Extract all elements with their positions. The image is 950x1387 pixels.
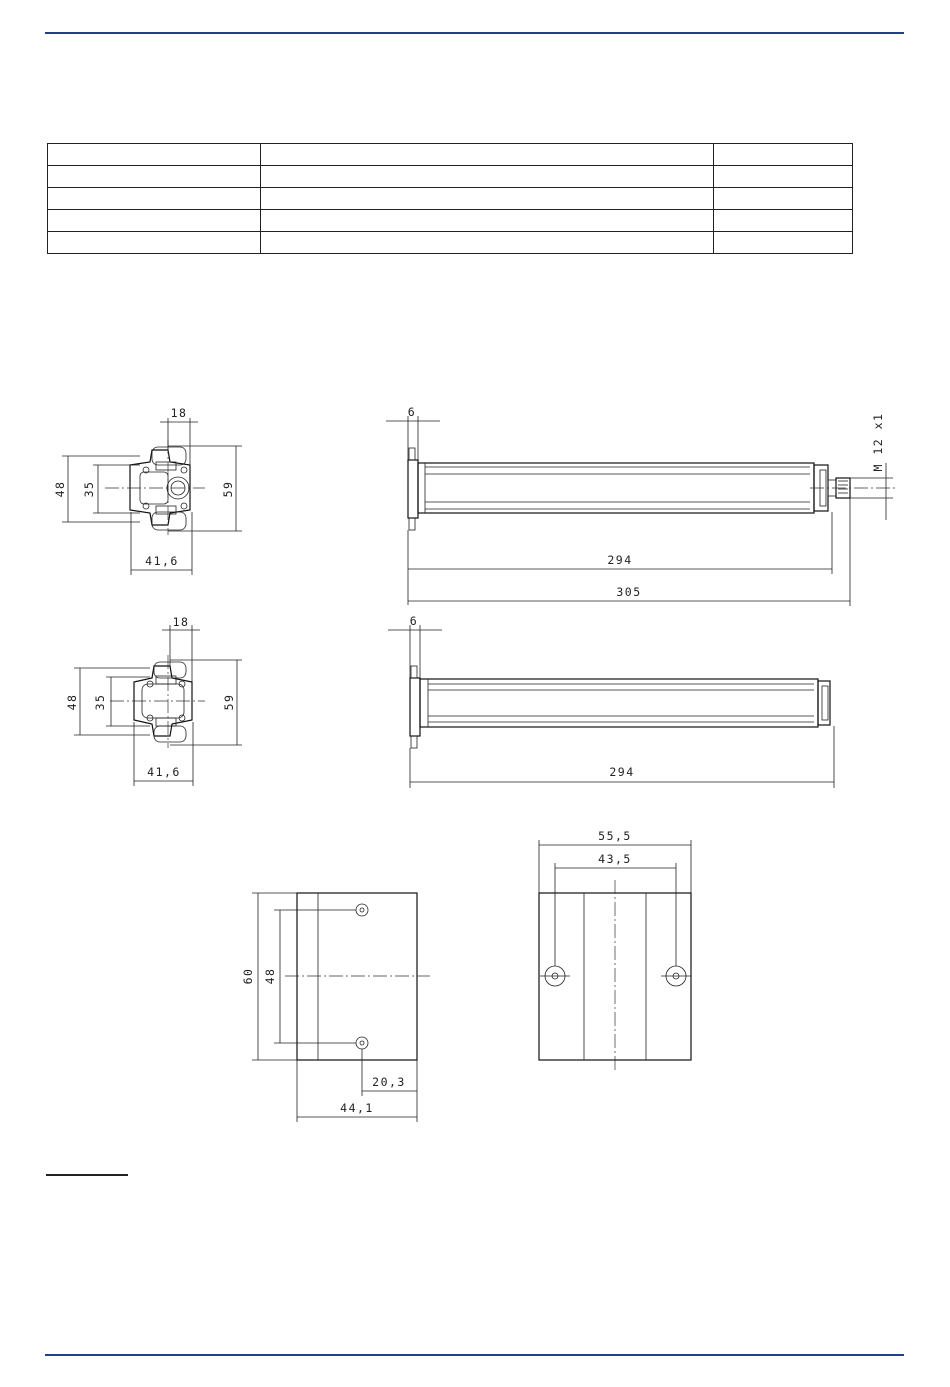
dim-label: 41,6 xyxy=(145,554,179,568)
dim-label: 44,1 xyxy=(340,1101,374,1115)
dim-label: 6 xyxy=(409,614,419,628)
side-view-bottom xyxy=(388,614,834,788)
dim-label: 59 xyxy=(222,693,236,711)
dim-label: 35 xyxy=(82,480,96,498)
dim-label: 48 xyxy=(65,693,79,711)
dim-label: 305 xyxy=(616,585,642,599)
side-view-top xyxy=(386,405,895,606)
dim-label: 20,3 xyxy=(372,1075,406,1089)
front-view-top xyxy=(53,406,242,575)
dim-label: 18 xyxy=(172,615,190,629)
front-view-bottom xyxy=(65,615,242,786)
dim-label: 6 xyxy=(407,405,417,419)
dim-label: 48 xyxy=(53,480,67,498)
bracket-side-view xyxy=(241,893,430,1122)
dim-label: 35 xyxy=(93,693,107,711)
dim-label: M 12 x1 xyxy=(871,412,885,472)
dim-label: 18 xyxy=(170,406,188,420)
dim-label: 59 xyxy=(221,480,235,498)
dim-label: 48 xyxy=(263,967,277,985)
dim-label: 294 xyxy=(607,553,633,567)
bracket-top-view xyxy=(539,829,691,1072)
dim-label: 55,5 xyxy=(598,829,632,843)
note-underline xyxy=(46,1174,128,1176)
dim-label: 43,5 xyxy=(598,852,632,866)
dim-label: 60 xyxy=(241,967,255,985)
dim-label: 41,6 xyxy=(147,765,181,779)
footer-rule xyxy=(45,1354,904,1356)
dim-label: 294 xyxy=(609,765,635,779)
